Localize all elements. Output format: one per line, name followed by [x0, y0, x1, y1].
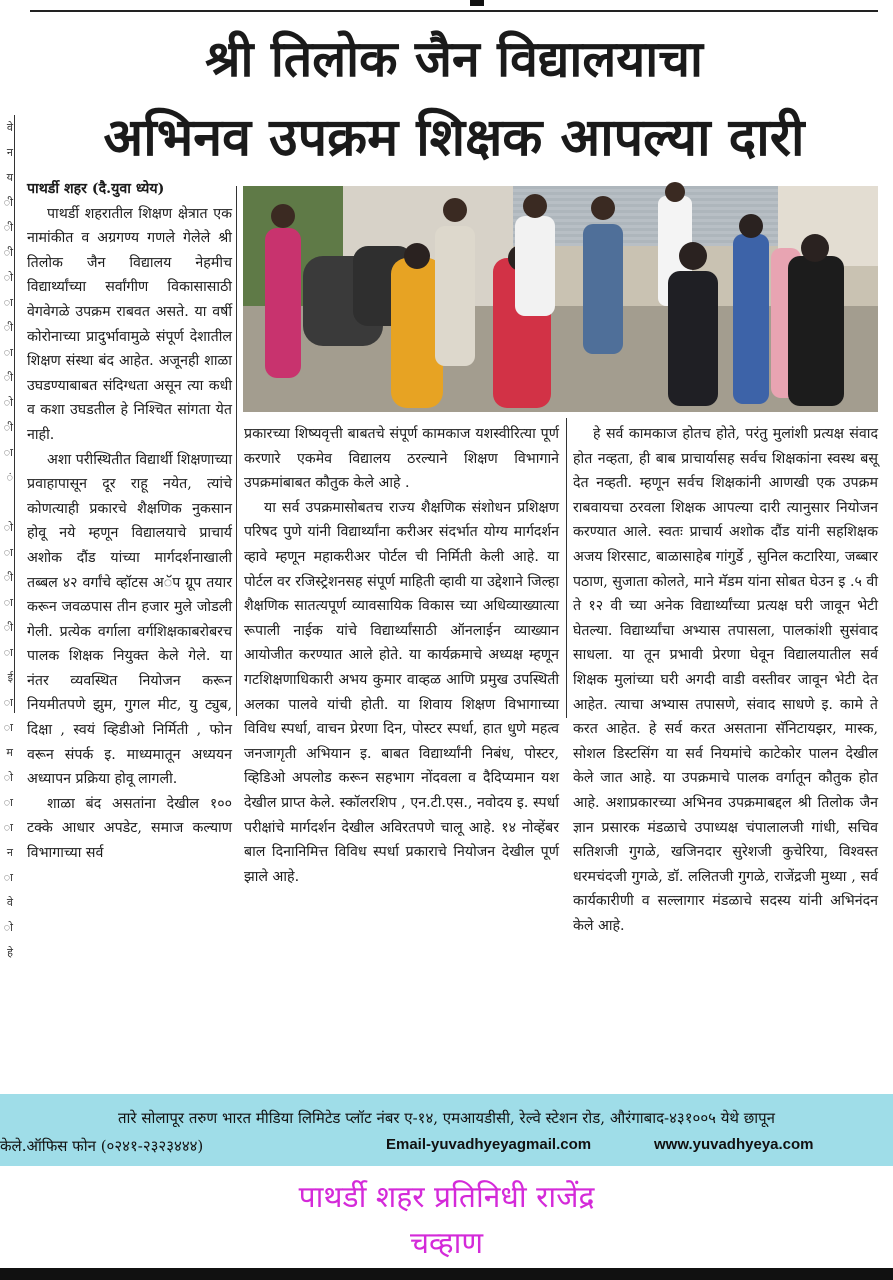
top-edge-mark [470, 0, 484, 6]
article-column-3 [573, 422, 878, 934]
article-column-2 [244, 422, 559, 885]
strip-glyph: ी [3, 621, 13, 634]
strip-glyph: ा [3, 296, 13, 309]
adjacent-article-strip [0, 115, 13, 959]
strip-glyph: म [6, 746, 13, 759]
column-rule [566, 418, 567, 718]
top-rule [30, 10, 878, 12]
strip-glyph: ा [3, 696, 13, 709]
dateline: पाथर्डी शहर (दै.युवा ध्येय) [27, 181, 165, 197]
strip-glyph: ा [3, 871, 13, 884]
strip-glyph: ो [3, 521, 13, 534]
column-rule [236, 186, 237, 716]
strip-glyph: ो [3, 771, 13, 784]
strip-glyph: न [6, 146, 13, 159]
strip-glyph: य [6, 171, 13, 184]
footer-email: Email-yuvadhyeyagmail.com [386, 1136, 592, 1153]
column-1-paragraph: शाळा बंद असतांना देखील १०० टक्के आधार अपडेट, समाज कल्याण विभागाच्या सर्व [27, 795, 232, 862]
strip-glyph: ी [3, 196, 13, 209]
strip-glyph: ी [3, 321, 13, 334]
footer-website: www.yuvadhyeya.com [654, 1136, 814, 1153]
strip-glyph: ा [3, 546, 13, 559]
strip-glyph: ो [3, 271, 13, 284]
strip-glyph: ी [3, 421, 13, 434]
strip-glyph: ा [3, 721, 13, 734]
left-column-rule [14, 115, 15, 713]
strip-glyph: ी [3, 246, 13, 259]
article-column-1 [27, 177, 232, 862]
photo-illustration [243, 186, 878, 412]
strip-glyph: ा [3, 646, 13, 659]
strip-glyph: ा [3, 346, 13, 359]
strip-glyph: ी [3, 221, 13, 234]
strip-glyph: ी [3, 571, 13, 584]
column-2-paragraph: प्रकारच्या शिष्यवृत्ती बाबतचे संपूर्ण कामकाज यशस्वीरित्या पूर्ण करणारे एकमेव विद्यालय ठरल्याने शिक्षण विभागाने उपक्रमांबाबत कौतुक केले आहे . [244, 426, 559, 492]
footer-imprint: तारे सोलापूर तरुण भारत मीडिया लिमिटेड प्लॉट नंबर ए-१४, एमआयडीसी, रेल्वे स्टेशन रोड, औरंगाबाद-४३१००५ येथे छापून [117, 1109, 775, 1127]
article-photo [243, 186, 878, 412]
bottom-bar [0, 1268, 893, 1280]
headline-line-2: अभिनव उपक्रम शिक्षक आपल्या दारी [103, 108, 805, 168]
strip-glyph: वे [6, 121, 13, 134]
strip-glyph: ं [6, 471, 13, 484]
column-1-paragraph: अशा परीस्थितीत विद्यार्थी शिक्षणाच्या प्रवाहापासून दूर राहू नयेत, त्यांचे कोणत्याही प्रकारचे शैक्षणिक नुकसान होवू नये म्हणून विद्यालयाचे प्राचार्य अशोक दौंड यांच्या मार्गदर्शनाखाली तब्बल ४२ वर्गांचे व्हॉटस अॅप ग्रूप तयार करून जवळपास तीन हजार मुले जोडली गेली. प्रत्येक वर्गाला वर्गशिक्षकाबरोबरच पालक शिक्षक नियुक्त केले गेले. या नंतर व्यवस्थित नियोजन करून नियमीतपणे झुम, गुगल मीट, यु ट्युब, दिक्षा , स्वयं व्हिडीओ निर्मिती , फोन वरून संपर्क इ. माध्यमातून अध्ययन अध्यापन प्रक्रिया होवू लागली. [27, 451, 232, 788]
footer-phone: केले.ऑफिस फोन (०२४१-२३२३४४४) [0, 1137, 204, 1155]
column-2-paragraph: या सर्व उपक्रमासोबतच राज्य शैक्षणिक संशोधन प्रशिक्षण परिषद पुणे यांनी विद्यार्थ्यांना करीअर संदर्भात योग्य मार्गदर्शन व्हावे म्हणून महाकरीअर पोर्टल ची निर्मिती केली आहे. या पोर्टल वर रजिस्ट्रेशनसह संपूर्ण माहिती व्हावी या उद्देशाने जिल्हा शैक्षणिक सातत्यपूर्ण व्यावसायिक विकास च्या अधिव्याख्यात्या रूपाली नाईक यांचे विद्यार्थ्यांसाठी ऑनलाईन व्याख्यान आयोजीत करण्यात आले होते. या कार्यक्रमाचे अध्यक्ष म्हणून गटशिक्षणाधिकारी अभय कुमार वाव्हळ आणि प्रमुख उपस्थिती अलका पालवे यांची होती. या शिवाय शिक्षण विभागाच्या विविध स्पर्धा, वाचन प्रेरणा दिन, पोस्टर स्पर्धा, हात धुणे महत्व जनजागृती अभियान इ. बाबत विद्यार्थ्यांनी निबंध, पोस्टर, व्हिडिओ अपलोड करून सहभाग नोंदवला व दैदिप्यमान यश देखील प्राप्त केले. स्कॉलरशिप , एन.टी.एस., नवोदय इ. स्पर्धा परीक्षांचे मार्गदर्शन देखील अविरतपणे चालू आहे. १४ नोव्हेंबर बाल दिनानिमित्त विविध स्पर्धा प्रकाराचे नियोजन देखील पूर्ण झाले आहे. [244, 499, 559, 885]
strip-glyph [0, 490, 13, 515]
strip-glyph: ो [3, 921, 13, 934]
headline-line-1: श्री तिलोक जैन विद्यालयाचा [205, 30, 703, 88]
strip-glyph: हे [7, 946, 13, 959]
strip-glyph: ा [3, 596, 13, 609]
strip-glyph: ा [3, 796, 13, 809]
reporter-credit-line-2: चव्हाण [409, 1226, 484, 1261]
strip-glyph: न [6, 846, 13, 859]
column-1-paragraph: पाथर्डी शहरातील शिक्षण क्षेत्रात एक नामांकीत व अग्रगण्य गणले गेलेले श्री तिलोक जैन विद्यालय नेहमीच विद्यार्थ्यांच्या सर्वांगीण विकासासाठी वेगवेगळे उपक्रम राबवत असते. या वर्षी कोरोनाच्या प्रादुर्भावामुळे संपूर्ण देशातील शिक्षण संस्था बंद आहेत. अजूनही शाळा उघडण्याबाबत संदिग्धता असून त्या कधी व कशा उघडतील हे निश्चित सांगता येत नाही. [27, 205, 232, 443]
strip-glyph: वे [6, 896, 13, 909]
strip-glyph: ा [3, 446, 13, 459]
strip-glyph: ी [3, 371, 13, 384]
column-3-paragraph: हे सर्व कामकाज होतच होते, परंतु मुलांशी प्रत्यक्ष संवाद होत नव्हता, ही बाब प्राचार्यासह सर्वच शिक्षकांना स्वस्थ बसू देत नव्हती. म्हणून सर्वच शिक्षकांनी आणखी एक उपक्रम राबवायचा ठरवला शिक्षक आपल्या दारी त्यानुसार नियोजन करण्यात आले. स्वतः प्राचार्य अशोक दौंड यांनी सहशिक्षक अजय शिरसाट, बाळासाहेब गांगुर्डे , सुनिल कटारिया, जब्बार पठाण, सुजाता कोलते, माने मॅडम यांना सोबत घेउन इ .५ वी ते १२ वी च्या अनेक विद्यार्थ्यांच्या प्रत्यक्ष घरी जावून भेटी घेतल्या. विद्यार्थ्यांचा अभ्यास तपासला, पालकांशी सुसंवाद साधला. या तून प्रभावी प्रेरणा घेवून विद्यालयातील सर्व शिक्षक मुलांच्या घरी अगदी वाडी वस्तीवर जावून भेटी देत आहेत. त्याचा अभ्यास तपासणे, संवाद साधणे इ. कामे ते करत आहेत. हे सर्व करत असताना सॅनिटायझर, मास्क, सोशल डिस्टसिंग या सर्व नियमांचे काटेकोर पालन देखील केले जात आहे. या उपक्रमाचे पालक वर्गातून कौतुक होत आहे. अशाप्रकारच्या अभिनव उपक्रमाबद्दल श्री तिलोक जैन ज्ञान प्रसारक मंडळाचे उपाध्यक्ष चंपालालजी गांधी, सचिव सतिशजी गुगळे, खजिनदार सुरेशजी कुचेरिया, विश्वस्त धरमचंदजी गुगळे, डॉ. ललितजी गुगळे, राजेंद्रजी मुथ्या , सर्व कार्यकारीणी व सल्लागार मंडळाचे सदस्य यांनी अभिनंदन केले आहे. [573, 426, 878, 934]
reporter-credit-line-1: पाथर्डी शहर प्रतिनिधी राजेंद्र [298, 1180, 595, 1215]
strip-glyph: ा [3, 821, 13, 834]
strip-glyph: ई [7, 671, 13, 684]
strip-glyph: ो [3, 396, 13, 409]
